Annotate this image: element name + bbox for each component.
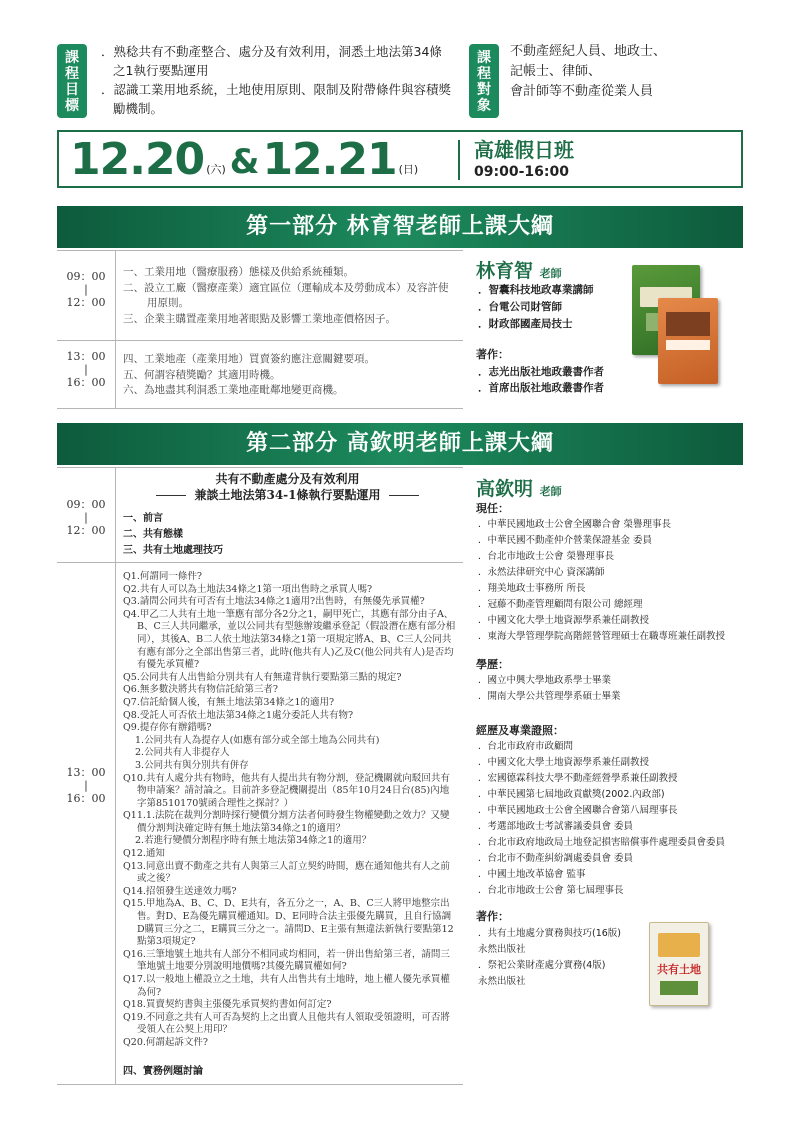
part1-slot2-outline (123, 352, 453, 399)
outline-item: 三、共有土地處理技巧 (123, 545, 223, 556)
outline-item: 三、企業主購置產業用地著眼點及影響工業地產價格因子。 (123, 312, 396, 325)
book-cover-orange (658, 298, 718, 384)
question-item: Q9.提存你有辦錯嗎? (123, 722, 212, 734)
question-item: Q20.何謂起訴文件? (123, 1036, 208, 1048)
divider (57, 340, 463, 341)
teacher2-works: ．共有土地處分實務與技巧(16版) 永然出版社 ．祭祀公業財產處分實務(4版) 永然出版社 (478, 928, 622, 987)
outline-item: 五、何謂容積獎勵？其適用時機。 (123, 368, 281, 381)
outline-item: 二、共有態樣 (123, 529, 183, 540)
outline-item: 一、前言 (123, 513, 163, 524)
goal-item: ．認識工業用地系統，土地使用原則、限制及附帶條件與容積獎勵機制。 (101, 82, 452, 116)
question-item: Q2.共有人可以為土地法34條之1第一項出售時之承買人嗎? (123, 583, 373, 595)
class-name: 高雄假日班 (474, 138, 574, 162)
divider (57, 1084, 463, 1085)
question-item: Q10.共有人處分共有物時，他共有人提出共有物分割，登記機關就向駁回共有物申請案？請討論之。目前許多登記機關提出（85年10月24日台(85)內地字第8510170號函合理性之探討？） (123, 772, 450, 809)
divider (57, 467, 463, 468)
teacher2-exp (478, 739, 743, 899)
list-item: ．中華民國不動產仲介營業保證基金 委員 (478, 535, 653, 546)
part1-slot2-time: 13：00 | 16：00 (66, 350, 106, 389)
list-item: ．中華民國地政士公會全國聯合會 榮譽理事長 (478, 519, 672, 530)
part1-banner: 第一部分 林育智老師上課大綱 (57, 206, 743, 248)
teacher2-current-label: 現任： (476, 502, 509, 515)
list-item: ．國立中興大學地政系學士畢業 (478, 675, 612, 686)
date-ampersand: & (229, 142, 259, 182)
part2-slot1-time: 09：00 | 12：00 (66, 498, 106, 537)
question-item: Q4.甲乙二人共有土地一筆應有部分各2分之1，嗣甲死亡，其應有部分由子A、B、C三人共同繼承，並以公同共有型態辦竣繼承登記（假設潛在應有部分相同），其後A、B二人依土地法第34條之1第一項規定將A、B、C三人公同共有應有部分之全部出售第三者，此時(他共有人)乙及C(他公同共有人)是否均有優先承買權? (123, 608, 456, 671)
divider (57, 250, 463, 251)
question-item: Q7.信託給個人後，有無土地法第34條之1的適用? (123, 696, 335, 708)
outline-item: 一、工業用地（醫療服務）態樣及供給系統種類。 (123, 266, 354, 278)
list-item: ．冠藤不動產管理顧問有限公司 總經理 (478, 599, 643, 610)
teacher1-creds: ．智囊科技地政專業講師 ．台電公司財管師 ．財政部國產局技士 (478, 284, 594, 330)
list-item: ．宏國德霖科技大學不動產經營學系兼任副教授 (478, 773, 678, 784)
question-item: Q6.無多數決將共有物信託給第三者? (123, 684, 278, 696)
teacher1-works-label: 著作： (476, 348, 509, 361)
book-cover-co-owned-land: 共有土地 (649, 922, 709, 1006)
day-2: (日) (398, 163, 419, 176)
list-item: ．永然法律研究中心 資深講師 (478, 567, 605, 578)
list-item: ．中國文化大學土地資源學系兼任副教授 (478, 757, 650, 768)
question-item: Q19.不同意之共有人可否為契約上之出賣人且他共有人領取受領證明，可否將受領人在公契上用印？ (123, 1011, 450, 1036)
course-target: 不動產經紀人員、地政士、 記帳士、律師、 會計師等不動產從業人員 (510, 44, 667, 99)
question-item: Q1.何謂同一條件? (123, 571, 202, 582)
question-item: Q18.買賣契約書與主張優先承買契約書如何訂定? (123, 999, 332, 1011)
question-item: Q15.甲地為A、B、C、D、E共有，各五分之一，A、B、C三人將甲地整宗出售。對D、E為優先購買權通知。D、E同時合法主張優先購買，且自行協調D購買三分之二，E購買三分之一。請問D、E主張有無違法新執行要點第12點第3項規定? (123, 898, 454, 948)
list-item: ．台北市政府地政局土地登記損害賠償事件處理委員會委員 (478, 837, 726, 848)
list-item: ．台北市地政士公會 第七屆理事長 (478, 885, 624, 896)
date-divider (458, 140, 460, 180)
question-item: 3.公同共有與分別共有併存 (135, 759, 249, 771)
list-item: ．考選部地政士考試審議委員會 委員 (478, 821, 634, 832)
part2-slot1-outline (123, 511, 223, 559)
divider (57, 408, 463, 409)
list-item: ．翔美地政士事務所 所長 (478, 583, 586, 594)
list-item: ．台北市政府市政顧問 (478, 741, 574, 752)
divider (57, 562, 463, 563)
question-item: Q14.招領發生送達效力嗎? (123, 885, 237, 897)
day-1: (六) (206, 163, 226, 176)
teacher2-current (478, 517, 743, 645)
question-item: 1.公同共有人為提存人(如應有部分或全部土地為公同共有) (135, 734, 380, 746)
course-goals (101, 42, 451, 118)
date-2: 12.21 (262, 134, 397, 185)
outline-item: 二、設立工廠（醫療產業）適宜區位（運輸成本及勞動成本）及容許使用原則。 (123, 281, 449, 309)
divider (115, 250, 116, 408)
question-item: Q5.公同共有人出售給分別共有人有無違背執行要點第三點的規定? (123, 671, 402, 683)
question-item: Q13.同意出賣不動產之共有人與第三人訂立契約時間，應在通知他共有人之前或之後？ (123, 860, 450, 885)
question-item: Q16.三筆地號土地共有人部分不相同或均相同，若一併出售給第三者，請問三筆地號土地要分別說明地價嗎?其優先購買權如何? (123, 948, 450, 973)
part1-slot1-time: 09：00 | 12：00 (66, 270, 106, 309)
list-item: ．開南大學公共管理學系碩士畢業 (478, 691, 621, 702)
part2-slot2-time: 13：00 | 16：00 (66, 766, 106, 805)
question-item: Q17.以一般地上權設立之土地，共有人出售共有土地時，地上權人優先承買權為何? (123, 974, 450, 998)
outline-item: 四、工業地產（產業用地）買賣簽約應注意關鍵要項。 (123, 353, 375, 365)
teacher2-name: 高欽明 老師 (476, 478, 562, 500)
question-item: Q3.請問公同共有可否有土地法34條之1適用?出售時，有無優先承買權? (123, 596, 425, 608)
list-item: ．中國土地改革協會 監事 (478, 869, 586, 880)
part2-last-item: 四、實務例題討論 (123, 1066, 203, 1077)
goal-item: ．熟稔共有不動產整合、處分及有效利用，洞悉土地法第34條之1執行要點運用 (101, 44, 442, 78)
class-hours: 09:00-16:00 (474, 164, 569, 180)
list-item: ．東海大學管理學院高階經營管理碩士在職專班兼任副教授 (478, 631, 726, 642)
question-item: Q12.通知 (123, 848, 165, 860)
list-item: ．台北市不動產糾紛調處委員會 委員 (478, 853, 634, 864)
list-item: ．中國文化大學土地資源學系兼任副教授 (478, 615, 650, 626)
teacher2-works-label: 著作： (476, 910, 509, 923)
question-item: Q11.1.法院在裁判分割時採行變價分割方法者何時發生物權變動之效力？又變價分割判決確定時有無土地法第34條之1的適用？ (123, 810, 450, 834)
list-item: ．台北市地政士公會 榮譽理事長 (478, 551, 615, 562)
question-item: Q8.受託人可否依土地法第34條之1處分委託人共有物? (123, 709, 354, 721)
date-line (70, 131, 418, 187)
course-goals-label: 課 程 目 標 (57, 44, 87, 118)
question-item: 2.公同共有人非提存人 (135, 747, 230, 759)
part1-slot1-outline (123, 265, 453, 327)
question-item: 2.若進行變價分割程序時有無土地法第34條之1的適用？ (135, 835, 372, 847)
part2-banner: 第二部分 高欽明老師上課大綱 (57, 423, 743, 465)
divider (115, 467, 116, 1084)
course-target-label: 課 程 對 象 (469, 44, 499, 118)
question-list (123, 571, 458, 1050)
teacher2-edu-label: 學歷： (476, 658, 509, 671)
list-item: ．中華民國第七屆地政貢獻獎(2002.內政部) (478, 789, 665, 800)
teacher1-name: 林育智 老師 (476, 260, 562, 282)
outline-item: 六、為地盡其利洞悉工業地產毗鄰地變更商機。 (123, 384, 344, 396)
teacher2-exp-label: 經歷及專業證照： (476, 724, 564, 737)
teacher1-works: ．志光出版社地政叢書作者 ．首席出版社地政叢書作者 (478, 366, 604, 394)
course-title: 共有不動產處分及有效利用 兼談土地法第34-1條執行要點運用 (120, 471, 455, 503)
date-1: 12.20 (70, 134, 205, 185)
list-item: ．中華民國地政士公會全國聯合會第八屆理事長 (478, 805, 678, 816)
teacher2-edu (478, 673, 743, 705)
